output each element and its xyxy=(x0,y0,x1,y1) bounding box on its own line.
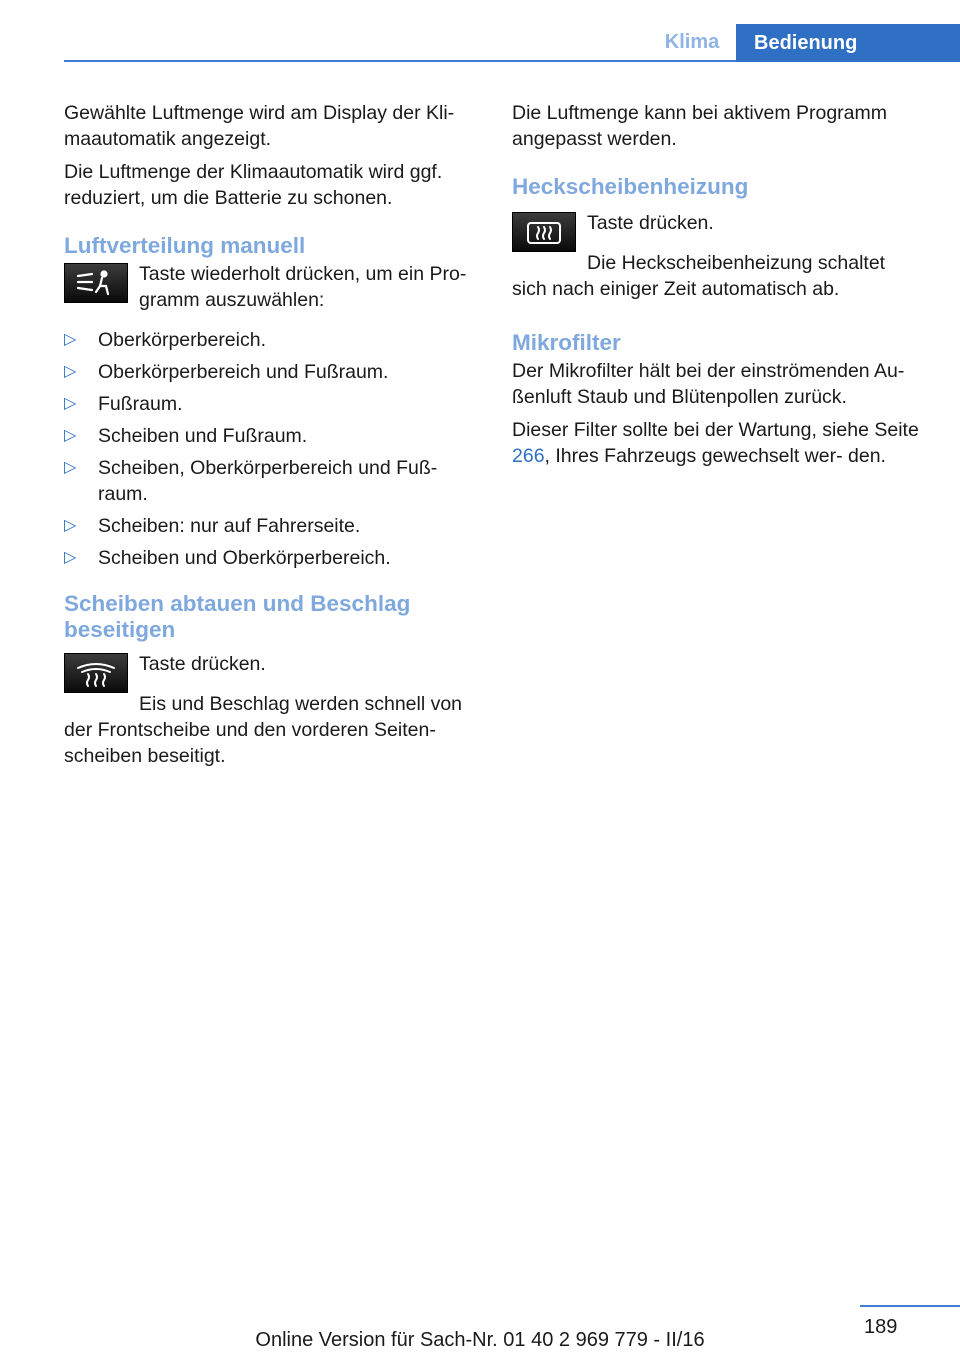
heading-heckscheibenheizung: Heckscheibenheizung xyxy=(512,174,749,199)
triangle-bullet-icon: ▷ xyxy=(64,517,77,534)
paragraph: Taste drücken. xyxy=(139,653,266,675)
paragraph: Taste drücken. xyxy=(587,212,714,234)
program-list xyxy=(64,327,474,571)
header-section-tab[interactable]: Klima xyxy=(664,31,720,53)
luftverteilung-row xyxy=(64,261,474,327)
left-column xyxy=(64,100,474,776)
abtauen-row xyxy=(64,651,474,693)
paragraph: Taste wiederholt drücken, um ein Pro‐ gramm auszuwählen: xyxy=(139,263,467,311)
list-item: ▷ Scheiben: nur auf Fahrerseite. xyxy=(64,515,361,537)
front-defrost-icon xyxy=(72,658,120,688)
list-item: ▷ Scheiben und Oberkörperbereich. xyxy=(64,547,391,569)
paragraph: Der Mikrofilter hält bei der einströmenden Au‐ ßenluft Staub und Blütenpollen zurück. xyxy=(512,360,905,408)
paragraph: Die Luftmenge kann bei aktivem Programm angepasst werden. xyxy=(512,102,888,150)
heck-row xyxy=(512,210,924,252)
page-number: 189 xyxy=(864,1316,898,1338)
triangle-bullet-icon: ▷ xyxy=(64,459,77,476)
header-chapter-tab[interactable]: Bedienung xyxy=(736,24,960,62)
paragraph: Die Heckscheibenheizung schaltet sich nach einiger Zeit automatisch ab. xyxy=(512,252,886,300)
triangle-bullet-icon: ▷ xyxy=(64,427,77,444)
rear-defrost-button-icon xyxy=(512,212,576,252)
triangle-bullet-icon: ▷ xyxy=(64,549,77,566)
list-item: ▷ Oberkörperbereich und Fußraum. xyxy=(64,361,389,383)
list-item: ▷ Oberkörperbereich. xyxy=(64,329,266,351)
triangle-bullet-icon: ▷ xyxy=(64,395,77,412)
footer-version-text: Online Version für Sach-Nr. 01 40 2 969 779 - II/16 xyxy=(255,1329,705,1351)
front-defrost-button-icon xyxy=(64,653,128,693)
paragraph: Dieser Filter sollte bei der Wartung, siehe Seite 266, Ihres Fahrzeugs gewechselt wer‐ den. xyxy=(512,419,919,467)
heading-abtauen: Scheiben abtauen und Beschlag beseitigen xyxy=(64,591,411,642)
right-column xyxy=(512,100,924,476)
heading-mikrofilter: Mikrofilter xyxy=(512,330,621,355)
rear-defrost-icon xyxy=(520,217,568,247)
paragraph: Gewählte Luftmenge wird am Display der Kli‐ maautomatik angezeigt. xyxy=(64,102,455,150)
list-item: ▷ Scheiben und Fußraum. xyxy=(64,425,308,447)
list-item: ▷ Fußraum. xyxy=(64,393,183,415)
triangle-bullet-icon: ▷ xyxy=(64,363,77,380)
footer-rule xyxy=(860,1305,960,1307)
paragraph: Die Luftmenge der Klimaautomatik wird ggf. reduziert, um die Batterie zu schonen. xyxy=(64,161,443,209)
page-link[interactable]: 266 xyxy=(512,445,545,467)
triangle-bullet-icon: ▷ xyxy=(64,331,77,348)
air-distribution-icon xyxy=(72,268,120,298)
heading-luftverteilung: Luftverteilung manuell xyxy=(64,233,306,258)
paragraph: Eis und Beschlag werden schnell von der Frontscheibe und den vorderen Seiten‐ scheiben beseitigt. xyxy=(64,693,463,767)
air-distribution-button-icon xyxy=(64,263,128,303)
list-item: ▷ Scheiben, Oberkörperbereich und Fuß‐ raum. xyxy=(64,457,438,505)
